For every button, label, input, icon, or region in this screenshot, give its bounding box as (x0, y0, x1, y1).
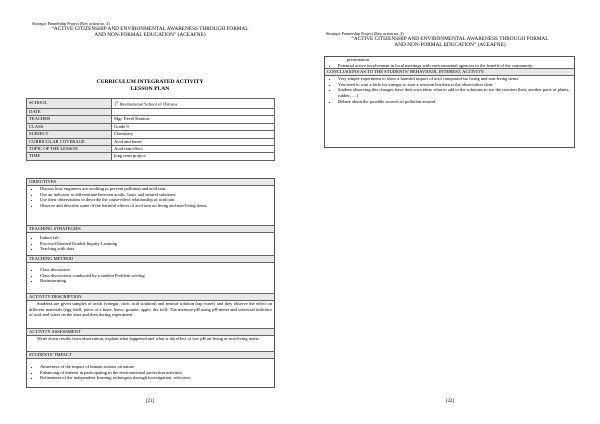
list-item: • Awareness of the impact of human actions on nature (40, 364, 274, 370)
strategies-heading: TEACHING STRATEGIES (27, 225, 274, 233)
header-line-1: “ACTIVE CITIZENSHIP AND ENVIRONMENTAL AWARENESS THROUGH FORMAL (51, 26, 249, 32)
objectives-list (27, 186, 274, 208)
info-value: Acid and bases (112, 138, 275, 145)
list-item: • Indoor lab (40, 235, 274, 241)
header-line-2: AND NON-FORMAL EDUCATION” (ACEAFNE) (94, 32, 206, 38)
info-row-curricular (27, 138, 275, 145)
objectives-section (27, 179, 274, 208)
info-value: Chemistry (112, 131, 275, 138)
project-line: Strategic Partnership Project (Key action no. 2) (32, 21, 110, 26)
list-item: • Discuss how engineers are working to prevent pollution and acid rain. (40, 186, 274, 192)
students-impact-section (27, 351, 274, 381)
list-item: • Observe and describe some of the harmful effects of acid rain on living and non-living items. (40, 203, 274, 209)
info-key: CURRICULAR COVERAGE (27, 138, 112, 145)
impact-list (27, 364, 274, 381)
list-item: • Use an indicator to differentiate between acidic, basic and neutral solutions. (40, 192, 274, 198)
list-item: • Very simple experiment to show a harmful impact of acid compound sto living and non-living items (338, 76, 574, 82)
lesson-details-box (26, 178, 275, 388)
list-item: • Debate about the possible sources of pollution around. (338, 99, 574, 105)
activity-assessment-heading: ACTIVITY ASSESSMENT (27, 328, 274, 336)
info-value: long term project (112, 153, 275, 160)
info-key: SUBJECT (27, 131, 112, 138)
method-section (27, 255, 274, 284)
strategies-list (27, 235, 274, 252)
list-item: • Class discussions conducted by a student Problem solving (40, 273, 274, 279)
info-key: DATE (27, 108, 112, 115)
info-row-time (27, 153, 275, 160)
list-item: • Student observing this changes have their own ideas what to add to the solutions to see the reaction (hair, another parts of plants, rubber, …) (338, 87, 574, 98)
students-impact-heading: STUDENTS’ IMPACT (27, 351, 274, 359)
info-row-class (27, 123, 275, 130)
activity-description-section (27, 293, 274, 318)
info-value: Grade 9 (112, 123, 275, 130)
info-row-school (27, 99, 275, 109)
info-key: SCHOOL (27, 99, 112, 109)
info-row-date (27, 108, 275, 115)
list-item: • You need to wait a little for vinegar to start a reaction but then is the observation clear. (338, 82, 574, 88)
method-heading: TEACHING METHOD (27, 255, 274, 263)
method-list (27, 267, 274, 284)
info-row-teacher (27, 116, 275, 123)
continued-text: presentation (347, 57, 369, 62)
list-item: • Potential active involvement in local meetings with environmental agencies to the benefit of the community (338, 63, 574, 69)
list-item: • Brainstorming (40, 278, 274, 284)
conclusions-list (325, 76, 574, 104)
plan-subtitle: LESSON PLAN (130, 86, 170, 92)
list-item: • Refinement of the independent learning techniques through investigation, selection, (40, 375, 274, 381)
activity-description-heading: ACTIVITY DESCRIPTION (27, 293, 274, 301)
page-number: [21] (146, 399, 154, 404)
strategies-section (27, 225, 274, 252)
info-value: 1st International School of Ostrava (112, 99, 275, 109)
info-value: Acid rain effect (112, 145, 275, 152)
info-value: Mgr. Pavel Kanicar (112, 116, 275, 123)
continued-box (324, 56, 575, 148)
info-key: TIME (27, 153, 112, 160)
list-item: • Teaching with data (40, 246, 274, 252)
right-page (300, 0, 600, 424)
objectives-heading: OBJECTIVES (27, 179, 274, 186)
list-item: • Use their observations to describe the cause-effect relationship of acid rain. (40, 197, 274, 203)
info-key: CLASS (27, 123, 112, 130)
activity-description-text: Students are given samples of acids (vinegar, citric acid solution) and neutral solution (tap water) and they observe the effect on different materials (egg shell, piece of a bone, leave, granite, apple, dia foil). The measure pH using pH meter and universal indicator of acid and water on the start and then during experiment. (29, 301, 272, 318)
page-number: [22] (446, 399, 454, 404)
info-row-subject (27, 131, 275, 138)
header-line-1: “ACTIVE CITIZENSHIP AND ENVIRONMENTAL AWARENESS THROUGH FORMAL (351, 36, 549, 42)
info-row-topic (27, 145, 275, 152)
info-key: TEACHER (27, 116, 112, 123)
plan-title: CURRICULUM INTEGRATED ACTIVITY (96, 79, 204, 85)
activity-assessment-text: Write down results from observation, explain what happened and what is the effect of low pH on living or non-living items. (37, 336, 260, 342)
list-item: • Process-Oriented Guided Inquiry Learning (40, 241, 274, 247)
conclusions-heading: CONCLUSIONS AS TO THE STUDENTS’ BEHAVIOUR, INTEREST, ACTIVITY: (325, 68, 574, 76)
project-line: Strategic Partnership Project (Key action no. 2) (326, 31, 404, 36)
list-item: • Enhancing of interest in participating in the environmental protection activities (40, 370, 274, 376)
header-line-2: AND NON-FORMAL EDUCATION” (ACEAFNE) (394, 42, 506, 48)
info-value (112, 108, 275, 115)
list-item: • Class discussion (40, 267, 274, 273)
activity-assessment-section (27, 328, 274, 342)
info-table (26, 98, 275, 161)
info-key: TOPIC OF THE LESSON (27, 145, 112, 152)
